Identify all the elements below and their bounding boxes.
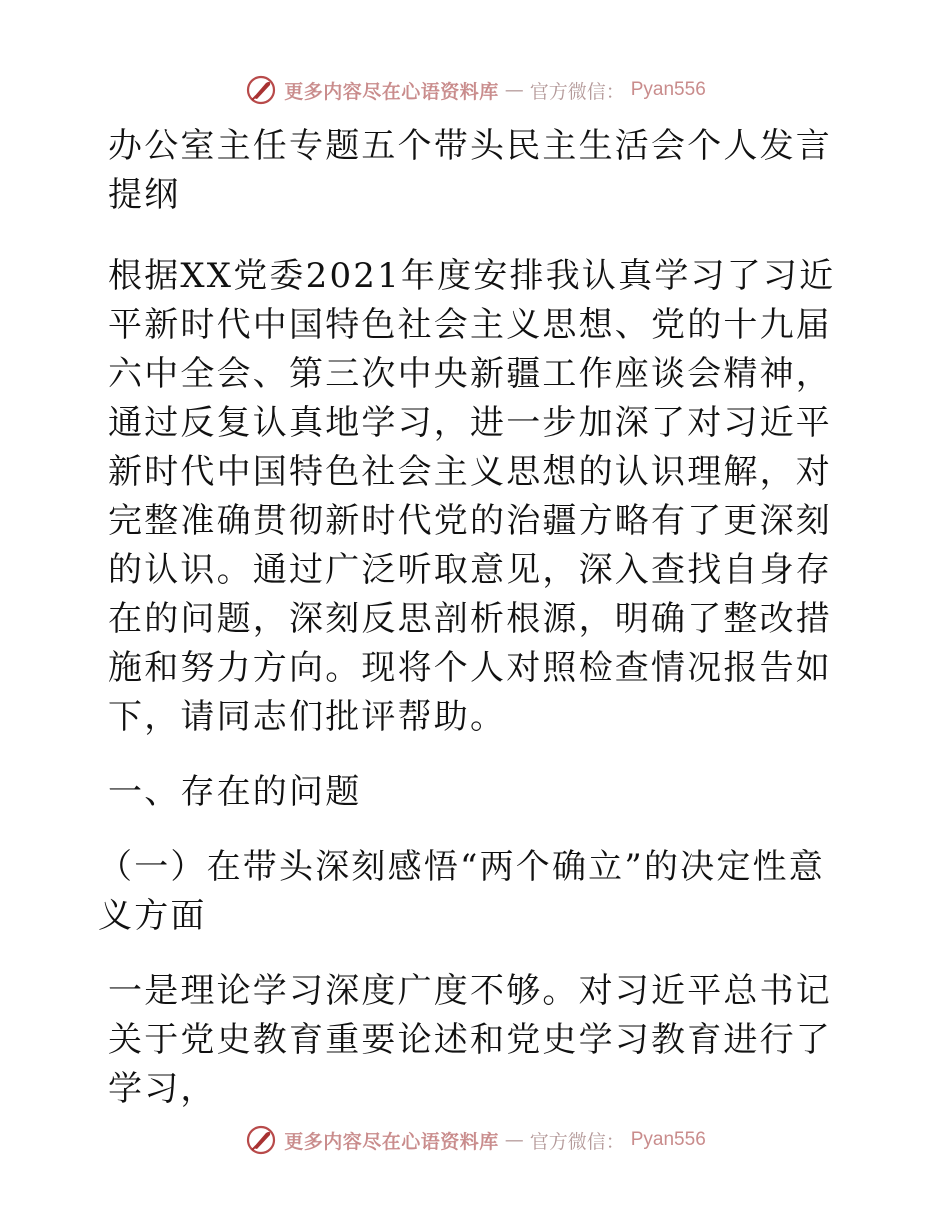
point-paragraph-1: 一是理论学习深度广度不够。对习近平总书记关于党史教育重要论述和党史学习教育进行了学习， bbox=[108, 971, 832, 1109]
watermark-wechat-id: Pyan556 bbox=[630, 79, 706, 100]
intro-paragraph: 根据XX党委2021年度安排我认真学习了习近平新时代中国特色社会主义思想、党的十九届六中全会、第三次中央新疆工作座谈会精神，通过反复认真地学习，进一步加深了对习近平新时代中国特色社会主义思想的认识理解，对完整准确贯彻新时代党的治疆方略有了更深刻的认识。通过广泛听取意见，深入查找自身存在的问题，深刻反思剖析根源，明确了整改措施和努力方向。现将个人对照检查情况报告如下，请同志们批评帮助。 bbox=[108, 256, 836, 737]
watermark-official-label: 官方微信： bbox=[529, 1130, 625, 1153]
watermark-official-label: 官方微信： bbox=[529, 80, 625, 103]
quill-pen-in-circle-icon bbox=[244, 73, 278, 107]
watermark-separator: — bbox=[504, 1129, 524, 1151]
document-body bbox=[98, 122, 850, 1114]
watermark-wechat-id: Pyan556 bbox=[630, 1129, 706, 1150]
subsection-heading-1: （一）在带头深刻感悟“两个确立”的决定性意义方面 bbox=[98, 847, 825, 936]
watermark-banner-top bbox=[0, 70, 950, 110]
watermark-text: 更多内容尽在心语资料库 bbox=[284, 1130, 499, 1153]
watermark-banner-bottom bbox=[0, 1120, 950, 1160]
watermark-separator: — bbox=[504, 79, 524, 101]
section-heading-1: 一、存在的问题 bbox=[108, 772, 362, 812]
document-title: 办公室主任专题五个带头民主生活会个人发言提纲 bbox=[108, 126, 832, 215]
quill-pen-in-circle-icon bbox=[244, 1123, 278, 1157]
watermark-text: 更多内容尽在心语资料库 bbox=[284, 80, 499, 103]
